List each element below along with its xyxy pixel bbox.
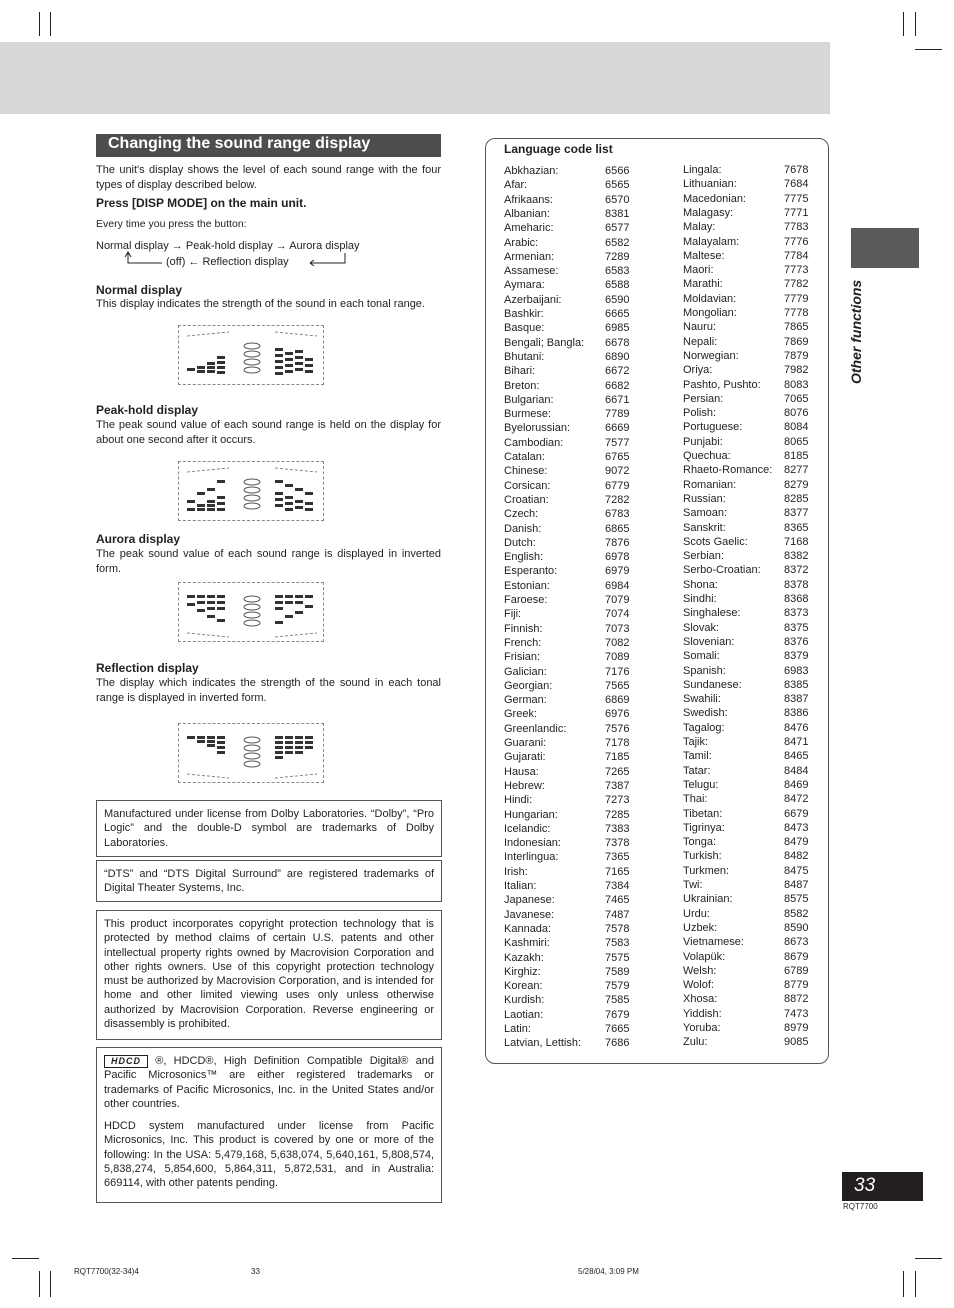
- language-code: 6565: [605, 179, 630, 192]
- mode-title-reflection: Reflection display: [96, 661, 199, 675]
- mode-text-reflection: The display which indicates the strength of the sound in each tonal range is displayed in inverted form.: [96, 677, 441, 704]
- footer-right: 5/28/04, 3:09 PM: [578, 1267, 639, 1276]
- mode-text-aurora: The peak sound value of each sound range is displayed in inverted form.: [96, 548, 441, 575]
- language-name: Galician:: [504, 665, 547, 678]
- language-code: 6588: [605, 279, 630, 292]
- language-name: Polish:: [683, 407, 717, 420]
- language-code: 7686: [605, 1037, 630, 1050]
- language-code: 7465: [605, 894, 630, 907]
- language-name: Bihari:: [504, 365, 536, 378]
- language-code: 7178: [605, 737, 630, 749]
- language-name: Telugu:: [683, 778, 719, 791]
- language-name: Kurdish:: [504, 994, 545, 1007]
- language-code: 8779: [784, 979, 809, 992]
- language-name: Greenlandic:: [504, 722, 567, 735]
- language-name: Fiji:: [504, 608, 522, 621]
- language-code: 7775: [784, 192, 809, 205]
- press-instruction: Press [DISP MODE] on the main unit.: [96, 196, 307, 210]
- language-name: Aymara:: [504, 279, 545, 292]
- language-code: 6582: [605, 236, 630, 249]
- language-name: Tatar:: [683, 764, 711, 777]
- language-code: 6678: [605, 336, 630, 349]
- language-name: Georgian:: [504, 679, 553, 692]
- language-name: Spanish:: [683, 664, 726, 677]
- language-name: Punjabi:: [683, 435, 723, 448]
- language-name: Croatian:: [504, 493, 549, 506]
- language-code: 7473: [784, 1007, 809, 1020]
- language-name: Dutch:: [504, 536, 536, 549]
- language-code: 7165: [605, 865, 630, 878]
- language-code: 6869: [605, 694, 630, 707]
- language-name: English:: [504, 551, 544, 564]
- language-name: Tajik:: [683, 736, 709, 748]
- language-name: Lingala:: [683, 164, 722, 176]
- language-name: Indonesian:: [504, 837, 561, 850]
- language-code: 7865: [784, 321, 809, 334]
- language-name: Basque:: [504, 322, 545, 335]
- language-code: 8185: [784, 450, 809, 462]
- language-code: 6679: [784, 807, 809, 820]
- language-code: 7789: [605, 408, 630, 421]
- language-name: Singhalese:: [683, 607, 741, 620]
- language-name: Frisian:: [504, 651, 541, 664]
- section-title: Changing the sound range display: [96, 134, 441, 157]
- language-code: 8365: [784, 521, 809, 534]
- language-name: Malagasy:: [683, 206, 734, 219]
- language-code: 7273: [605, 794, 630, 807]
- language-code: 6985: [605, 322, 630, 335]
- language-code: 8065: [784, 435, 809, 448]
- language-code: 7585: [605, 994, 630, 1007]
- crop-mark: [903, 1271, 904, 1297]
- language-code: 8285: [784, 492, 809, 505]
- language-code: 7589: [605, 965, 630, 978]
- mode-title-normal: Normal display: [96, 283, 183, 297]
- crop-mark: [50, 1271, 51, 1297]
- language-name: Hausa:: [504, 765, 539, 778]
- side-tab: [851, 228, 919, 268]
- language-name: Thai:: [683, 793, 708, 806]
- language-code: 9085: [784, 1036, 809, 1049]
- language-list-title: Language code list: [504, 142, 613, 156]
- cycle-return-arrow: [120, 251, 350, 269]
- language-name: Quechua:: [683, 450, 731, 462]
- language-code: 8482: [784, 850, 809, 863]
- language-name: Sanskrit:: [683, 521, 726, 534]
- language-name: Kashmiri:: [504, 937, 550, 950]
- language-code: 6682: [605, 379, 630, 392]
- language-name: Twi:: [683, 879, 703, 891]
- language-name: Assamese:: [504, 265, 559, 278]
- language-code: 7073: [605, 622, 630, 635]
- language-name: Sindhi:: [683, 593, 717, 605]
- language-name: Volapük:: [683, 950, 726, 963]
- language-name: Byelorussian:: [504, 422, 571, 435]
- cycle-line-2: (off) ← Reflection display: [166, 256, 289, 268]
- language-name: Finnish:: [504, 622, 543, 635]
- language-name: Portuguese:: [683, 421, 743, 434]
- language-code: 8487: [784, 879, 809, 891]
- language-code: 8279: [784, 478, 809, 491]
- language-code: 6979: [605, 565, 630, 578]
- language-name: Ameharic:: [504, 222, 554, 235]
- spectrum-reflection-icon: [179, 724, 325, 784]
- language-name: Corsican:: [504, 479, 551, 492]
- language-code: 7576: [605, 722, 630, 735]
- language-name: Urdu:: [683, 907, 710, 920]
- language-name: Swahili:: [683, 693, 721, 706]
- intro-text: The unit's display shows the level of each sound range with the four types of display described below.: [96, 164, 441, 191]
- model-code: RQT7700: [843, 1202, 878, 1211]
- language-name: Danish:: [504, 522, 542, 535]
- language-code: 8378: [784, 578, 809, 591]
- language-name: Oriya:: [683, 364, 713, 377]
- language-name: Laotian:: [504, 1008, 544, 1021]
- language-code: 8479: [784, 836, 809, 849]
- language-name: Hindi:: [504, 794, 533, 807]
- language-name: Swedish:: [683, 707, 728, 720]
- lcd-normal-display: [178, 325, 324, 385]
- language-name: Tamil:: [683, 750, 712, 763]
- language-name: Gujarati:: [504, 751, 546, 764]
- language-name: Wolof:: [683, 979, 714, 992]
- language-code: 6765: [605, 451, 630, 463]
- language-code: 7678: [784, 164, 809, 176]
- language-code: 8465: [784, 750, 809, 763]
- crop-mark: [915, 1258, 942, 1259]
- language-code: 7383: [605, 822, 630, 835]
- language-name: Estonian:: [504, 579, 550, 592]
- language-code: 8473: [784, 821, 809, 834]
- language-name: Russian:: [683, 492, 726, 505]
- dolby-notice: Manufactured under license from Dolby Laboratories. “Dolby”, “Pro Logic” and the double-D symbol are trademarks of Dolby Laboratories.: [96, 800, 442, 857]
- language-name: Slovak:: [683, 621, 720, 634]
- language-code: 7185: [605, 751, 630, 764]
- language-code: 8382: [784, 550, 809, 563]
- language-name: Afrikaans:: [504, 193, 553, 206]
- footer-center: 33: [251, 1267, 260, 1276]
- language-code: 7679: [605, 1008, 630, 1021]
- language-code: 6570: [605, 193, 630, 206]
- language-code: 7783: [784, 221, 809, 234]
- language-code: 6566: [605, 165, 630, 177]
- language-code: 7779: [784, 292, 809, 305]
- hdcd-paragraph-2: HDCD system manufactured under license from Pacific Microsonics, Inc. This product is covered by one or more of the following: In the USA: 5,479,168, 5,638,074, 5,640,161, 5,808,574, 5,838,274, 5,854,600, 5,864,311, 5,872,531, and in Australia: 669114, with other patents pending.: [104, 1120, 434, 1190]
- language-code: 8083: [784, 378, 809, 391]
- language-code: 7879: [784, 349, 809, 362]
- language-name: Shona:: [683, 578, 718, 591]
- footer-left: RQT7700(32-34)4: [74, 1267, 139, 1276]
- language-code: 7065: [784, 392, 809, 405]
- language-name: German:: [504, 694, 547, 707]
- language-name: Czech:: [504, 508, 539, 521]
- language-name: Kazakh:: [504, 951, 544, 964]
- language-code: 7265: [605, 765, 630, 778]
- language-name: Somali:: [683, 650, 720, 663]
- language-code: 6577: [605, 222, 630, 235]
- language-code: 6976: [605, 708, 630, 721]
- language-code: 7684: [784, 178, 809, 191]
- language-name: Bulgarian:: [504, 393, 554, 406]
- language-name: Scots Gaelic:: [683, 535, 748, 548]
- language-code: 6583: [605, 265, 630, 278]
- hdcd-trademark-text: ®, HDCD®, High Definition Compatible Digital® and Pacific Microsonics™ are either registered trademarks or trademarks of Pacific Microsonics, Inc. in the United States and/or other countries.: [104, 1055, 434, 1110]
- language-name: Kannada:: [504, 922, 552, 935]
- hdcd-paragraph-1: [104, 1054, 434, 1111]
- language-name: Albanian:: [504, 207, 550, 220]
- language-name: Hungarian:: [504, 808, 558, 821]
- language-code: 7982: [784, 364, 809, 377]
- language-code: 8673: [784, 936, 809, 949]
- language-code: 8472: [784, 793, 809, 806]
- language-name: Korean:: [504, 980, 543, 993]
- language-code: 8376: [784, 635, 809, 648]
- language-name: Chinese:: [504, 465, 548, 478]
- language-code: 8476: [784, 721, 809, 734]
- language-name: Cambodian:: [504, 436, 564, 449]
- language-name: Rhaeto-Romance:: [683, 464, 773, 477]
- language-code: 7575: [605, 951, 630, 964]
- language-code: 7778: [784, 307, 809, 319]
- language-name: Tigrinya:: [683, 821, 725, 834]
- language-name: Maori:: [683, 264, 714, 277]
- language-code: 8076: [784, 407, 809, 420]
- language-code: 8387: [784, 693, 809, 706]
- language-name: Bhutani:: [504, 350, 545, 363]
- language-name: Uzbek:: [683, 921, 718, 934]
- language-code: 8277: [784, 464, 809, 477]
- language-name: Marathi:: [683, 278, 723, 291]
- language-name: Slovenian:: [683, 635, 735, 648]
- macrovision-notice: This product incorporates copyright protection technology that is protected by method claims of certain U.S. patents and other intellectual property rights owned by Macrovision Corporation and other rights owners. Use of this copyright protection technology must be authorized by Macrovision Corporation, and is intended for home and other limited viewing uses only unless otherwise authorized by Macrovision Corporation. Reverse engineering or disassembly is prohibited.: [96, 910, 442, 1040]
- language-name: Xhosa:: [683, 993, 718, 1006]
- mode-title-aurora: Aurora display: [96, 532, 181, 546]
- language-code: 8373: [784, 607, 809, 620]
- language-code: 7365: [605, 851, 630, 864]
- language-code: 8979: [784, 1022, 809, 1034]
- language-code: 8575: [784, 893, 809, 906]
- language-name: Zulu:: [683, 1036, 708, 1049]
- language-name: Kirghiz:: [504, 965, 541, 978]
- language-name: Turkmen:: [683, 864, 730, 877]
- crop-mark: [903, 12, 904, 36]
- spectrum-normal-icon: [179, 326, 325, 386]
- language-code: 7784: [784, 249, 809, 262]
- language-code: 6983: [784, 664, 809, 677]
- crop-mark: [39, 1271, 40, 1297]
- language-code: 7869: [784, 335, 809, 348]
- language-code: 8484: [784, 764, 809, 777]
- language-name: Guarani:: [504, 737, 547, 749]
- language-name: Bashkir:: [504, 308, 544, 320]
- language-code: 8475: [784, 864, 809, 877]
- language-name: Ukrainian:: [683, 893, 733, 906]
- crop-mark: [12, 1258, 39, 1259]
- mode-text-normal: This display indicates the strength of the sound in each tonal range.: [96, 298, 425, 310]
- language-name: Yiddish:: [683, 1007, 722, 1020]
- language-name: Malayalam:: [683, 235, 740, 248]
- language-name: Serbian:: [683, 550, 724, 563]
- language-code: 8582: [784, 907, 809, 920]
- language-code: 7082: [605, 636, 630, 649]
- hdcd-notice: [96, 1047, 442, 1203]
- crop-mark: [915, 49, 942, 50]
- language-code: 7289: [605, 250, 630, 263]
- language-name: Maltese:: [683, 249, 725, 262]
- language-code: 8469: [784, 778, 809, 791]
- side-label: Other functions: [848, 279, 864, 384]
- language-code: 7378: [605, 837, 630, 850]
- language-name: Armenian:: [504, 250, 555, 263]
- language-name: Latin:: [504, 1023, 531, 1035]
- language-name: Samoan:: [683, 507, 728, 520]
- language-name: Nauru:: [683, 321, 717, 334]
- language-name: Catalan:: [504, 451, 545, 463]
- language-name: Mongolian:: [683, 307, 737, 319]
- language-code: 8084: [784, 421, 809, 434]
- language-code: 7565: [605, 679, 630, 692]
- language-code: 7579: [605, 980, 630, 993]
- language-name: Macedonian:: [683, 192, 746, 205]
- language-code: 8590: [784, 921, 809, 934]
- language-code: 6669: [605, 422, 630, 435]
- language-name: Arabic:: [504, 236, 539, 249]
- language-name: Yoruba:: [683, 1022, 721, 1034]
- language-code: 7282: [605, 493, 630, 506]
- mode-title-peak-hold: Peak-hold display: [96, 403, 199, 417]
- language-code: 7387: [605, 779, 630, 792]
- language-code: 8386: [784, 707, 809, 720]
- language-name: Persian:: [683, 392, 724, 405]
- language-name: Irish:: [504, 865, 528, 878]
- language-code: 7771: [784, 206, 809, 219]
- language-code: 8372: [784, 564, 809, 577]
- language-code: 8471: [784, 736, 809, 748]
- language-name: Javanese:: [504, 908, 555, 921]
- language-name: Burmese:: [504, 408, 552, 421]
- language-code: 7176: [605, 665, 630, 678]
- language-name: Japanese:: [504, 894, 555, 907]
- language-name: Pashto, Pushto:: [683, 378, 761, 391]
- language-code: 6783: [605, 508, 630, 521]
- language-code: 7583: [605, 937, 630, 950]
- language-code: 7782: [784, 278, 809, 291]
- language-code: 7876: [605, 536, 630, 549]
- lcd-peak-hold-display: [178, 461, 324, 521]
- language-code: 7773: [784, 264, 809, 277]
- language-code: 8872: [784, 993, 809, 1006]
- language-name: Lithuanian:: [683, 178, 737, 191]
- language-code: 6984: [605, 579, 630, 592]
- language-code: 8385: [784, 678, 809, 691]
- language-code: 7665: [605, 1023, 630, 1035]
- language-code: 6890: [605, 350, 630, 363]
- every-time-text: Every time you press the button:: [96, 218, 247, 230]
- language-name: Esperanto:: [504, 565, 558, 578]
- language-name: Welsh:: [683, 964, 717, 977]
- language-name: Sundanese:: [683, 678, 742, 691]
- language-name: Latvian, Lettish:: [504, 1037, 582, 1050]
- language-name: Serbo-Croatian:: [683, 564, 761, 577]
- language-code: 6671: [605, 393, 630, 406]
- lcd-aurora-display: [178, 582, 324, 642]
- dts-notice: “DTS” and “DTS Digital Surround” are registered trademarks of Digital Theater Systems, Inc.: [96, 860, 442, 902]
- language-code: 8375: [784, 621, 809, 634]
- language-name: Nepali:: [683, 335, 718, 348]
- language-code: 7776: [784, 235, 809, 248]
- language-code: 7285: [605, 808, 630, 821]
- language-code: 7089: [605, 651, 630, 664]
- language-code: 6779: [605, 479, 630, 492]
- language-name: Afar:: [504, 179, 528, 192]
- lcd-reflection-display: [178, 723, 324, 783]
- language-name: Bengali; Bangla:: [504, 336, 585, 349]
- hdcd-logo: HDCD: [104, 1055, 148, 1068]
- language-code: 8679: [784, 950, 809, 963]
- language-name: Breton:: [504, 379, 540, 392]
- language-code: 6590: [605, 293, 630, 306]
- language-code: 7168: [784, 535, 809, 548]
- language-name: Malay:: [683, 221, 716, 234]
- mode-text-peak-hold: The peak sound value of each sound range is held on the display for about one second after it occurs.: [96, 419, 441, 446]
- language-code: 7577: [605, 436, 630, 449]
- language-code: 7487: [605, 908, 630, 921]
- language-code: 8381: [605, 207, 630, 220]
- language-name: Turkish:: [683, 850, 722, 863]
- header-band: [0, 42, 830, 114]
- language-name: Italian:: [504, 880, 537, 892]
- language-name: Vietnamese:: [683, 936, 744, 949]
- page-number: 33: [842, 1172, 923, 1201]
- crop-mark: [915, 1271, 916, 1297]
- language-name: Norwegian:: [683, 349, 739, 362]
- language-name: Icelandic:: [504, 822, 551, 835]
- language-name: French:: [504, 636, 542, 649]
- language-name: Tagalog:: [683, 721, 725, 734]
- language-name: Abkhazian:: [504, 165, 559, 177]
- language-name: Azerbaijani:: [504, 293, 562, 306]
- language-code: 7578: [605, 922, 630, 935]
- spectrum-aurora-icon: [179, 583, 325, 643]
- language-code: 8379: [784, 650, 809, 663]
- language-code: 7074: [605, 608, 630, 621]
- crop-mark: [39, 12, 40, 36]
- language-code: 6665: [605, 308, 630, 320]
- language-name: Greek:: [504, 708, 538, 721]
- language-code: 8377: [784, 507, 809, 520]
- language-name: Hebrew:: [504, 779, 545, 792]
- spectrum-peak-hold-icon: [179, 462, 325, 522]
- language-code: 6978: [605, 551, 630, 564]
- language-code: 7384: [605, 880, 630, 892]
- language-name: Faroese:: [504, 594, 548, 606]
- language-name: Romanian:: [683, 478, 737, 491]
- language-name: Moldavian:: [683, 292, 737, 305]
- language-code: 6672: [605, 365, 630, 378]
- crop-mark: [50, 12, 51, 36]
- language-name: Tibetan:: [683, 807, 723, 820]
- cycle-line-1: Normal display → Peak-hold display → Aurora display: [96, 240, 360, 252]
- language-name: Interlingua:: [504, 851, 559, 864]
- language-code: 6865: [605, 522, 630, 535]
- language-name: Tonga:: [683, 836, 717, 849]
- language-code: 7079: [605, 594, 630, 606]
- crop-mark: [915, 12, 916, 36]
- language-code: 6789: [784, 964, 809, 977]
- language-code: 8368: [784, 593, 809, 605]
- language-code: 9072: [605, 465, 630, 478]
